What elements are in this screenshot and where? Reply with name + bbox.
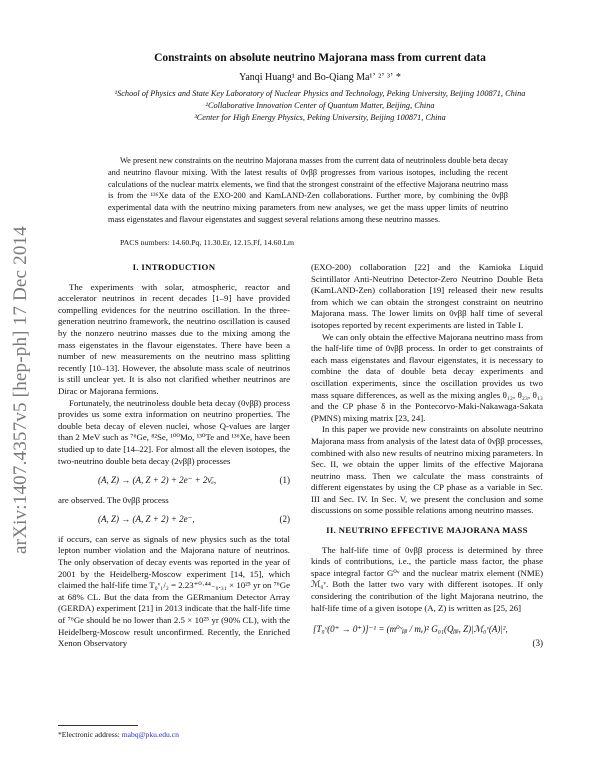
footnote xyxy=(58,730,179,739)
paper-title: Constraints on absolute neutrino Majorana mass from current data xyxy=(154,52,486,64)
arxiv-stamp-text: arXiv:1407.4357v5 [hep-ph] 17 Dec 2014 xyxy=(10,226,31,554)
section2-paragraph-1: The half-life time of 0νββ process is determined by three kinds of contributions, i.e., the particle mass factor, the phase space integral factor G⁰ᵛ and the nuclear matrix element (NME) ℳ₀ᵛ. Both the latter two vary with different isotopes. If only considering the contribution of the light Majorana neutrino, the half-life time of a given isotope (A, Z) is written as [25, 26] xyxy=(311,544,543,613)
arxiv-stamp xyxy=(6,180,36,600)
affiliations xyxy=(60,88,580,124)
footnote-divider xyxy=(58,725,138,726)
left-column xyxy=(58,262,290,650)
section-heading-introduction: I. INTRODUCTION xyxy=(132,262,216,272)
abstract: We present new constraints on the neutrino Majorana masses from the current data of neutrinoless double beta decay and neutrino flavour mixing. With the latest results of 0νββ progresses from various isotopes, including the recent calculations of the nuclear matrix elements, we find that the strongest constraint of the effective Majorana neutrino mass is from the ¹³⁶Xe data of the EXO-200 and KamLAND-Zen collaborations. Further more, by combining the 0νββ experimental data with the neutrino mixing parameters from new analyses, we get the mass upper limits of neutrino mass eigenstates and flavour eigenstates and suggest several relations among these neutrino masses. xyxy=(108,156,508,224)
intro-paragraph-5: (EXO-200) collaboration [22] and the Kamioka Liquid Scintillator Anti-Neutrino Detector-Zero Neutrino Double Beta (KamLAND-Zen) collaboration [19] released their new results from which we can obtain the strongest constraint on neutrino Majorana mass. The lower limits on 0νββ half time of several isotopes reported by recent experiments are listed in Table I. xyxy=(311,262,543,330)
equation-3-body: [T₀ᵛ(0⁺ → 0⁺)]⁻¹ = (m⁰ᵛᵦᵦ / mₑ)² G₀₁(Qᵦᵦ, Z)|ℳ₀ᵛ(A)|², xyxy=(313,624,508,635)
intro-paragraph-1: The experiments with solar, atmospheric, reactor and accelerator neutrinos in recent decades [1–9] have provided compelling evidences for the neutrino oscillation. In the three-generation neutrino framework, the neutrino oscillation is caused by the nonzero neutrino masses due to the mixing among the mass eigenstates in the flavour eigenstates. There have been a number of new measurements on the neutrino mass splitting recently [10–13]. However, the absolute mass scale of neutrinos is still unclear yet. It is also not clarified whether neutrinos are Dirac or Majorana fermions. xyxy=(58,281,290,396)
equation-1 xyxy=(58,475,290,487)
right-column xyxy=(311,262,543,649)
equation-1-body: (A, Z) → (A, Z + 2) + 2e⁻ + 2ν̄ₑ, xyxy=(98,475,217,486)
affiliation-2: ²Collaborative Innovation Center of Quantum Matter, Beijing, China xyxy=(205,101,435,110)
equation-3-number: (3) xyxy=(532,637,543,648)
equation-2-body: (A, Z) → (A, Z + 2) + 2e⁻, xyxy=(98,514,195,525)
intro-paragraph-6: We can only obtain the effective Majorana neutrino mass from the half-life time of 0νββ process. In order to get constraints of each mass eigenstates and flavour eigenstates, it is necessary to combine the data of double beta decay experiments and oscillation experiments, since the oscillation provides us two mass square differences, as well as the mixing angles θ₁₂, θ₂₃, θ₁₃ and the CP phase δ in the Pontecorvo-Maki-Nakawaga-Sakata (PMNS) mixing matrix [23, 24]. xyxy=(311,331,543,423)
equation-2 xyxy=(58,514,290,526)
affiliation-3: ³Center for High Energy Physics, Peking University, Beijing 100871, China xyxy=(194,113,446,122)
section-heading-effective-mass: II. NEUTRINO EFFECTIVE MAJORANA MASS xyxy=(326,525,528,536)
intro-paragraph-3: are observed. The 0νββ process xyxy=(58,494,169,505)
intro-paragraph-2: Fortunately, the neutrinoless double beta decay (0νββ) process provides us some extra information on neutrino properties. The double beta decay of eleven nuclei, whose Q-values are larger than 2 MeV such as ⁷⁶Ge, ⁸²Se, ¹⁰⁰Mo, ¹³⁰Te and ¹³⁶Xe, have been studied up to date [14–22]. For almost all the eleven isotopes, the two-neutrino double beta decay (2νββ) processes xyxy=(58,397,290,466)
pacs-numbers: PACS numbers: 14.60.Pq, 11.30.Er, 12.15.Ff, 14.60.Lm xyxy=(120,238,295,247)
intro-paragraph-7: In this paper we provide new constraints on absolute neutrino Majorana mass from analysis of the latest data of 0νββ processes, combined with also new results of neutrino mixing parameters. In Sec. II, we obtain the upper limits of the effective Majorana neutrino mass. Then we calculate the mass constraints of different eigenstates by using the CP phase as a variable in Sec. III and Sec. IV. In Sec. V, we present the conclusion and some discussions on some possible relations among neutrino masses. xyxy=(311,424,543,516)
author-list: Yanqi Huang¹ and Bo-Qiang Ma¹ʼ ²ʼ ³ʼ * xyxy=(239,72,401,83)
equation-1-number: (1) xyxy=(279,475,290,486)
footnote-label: *Electronic address: xyxy=(58,730,122,739)
equation-2-number: (2) xyxy=(279,514,290,525)
footnote-email-link[interactable]: mabq@pku.edu.cn xyxy=(121,730,179,739)
affiliation-1: ¹School of Physics and State Key Laboratory of Nuclear Physics and Technology, Peking University, Beijing 100871, China xyxy=(114,89,526,98)
intro-paragraph-4: if occurs, can serve as signals of new physics such as the total lepton number violation and the Majorana nature of neutrinos. The only observation of decay events was reported in the year of 2001 by the Heidelberg-Moscow experiment [14, 15], which claimed the half-life time T₀ᵛ₁/₂ = 2.23⁺⁰·⁴⁴₋₀.₃₁ × 10²⁵ yr on ⁷⁶Ge at 68% CL. But the data from the GERmanium Detector Array (GERDA) experiment [21] in 2013 indicate that the half-life time of ⁷⁶Ge should be no lower than 2.5 × 10²⁵ yr (90% CL), with the Heidelberg-Moscow result unconfirmed. Recently, the Enriched Xenon Observatory xyxy=(58,533,290,649)
